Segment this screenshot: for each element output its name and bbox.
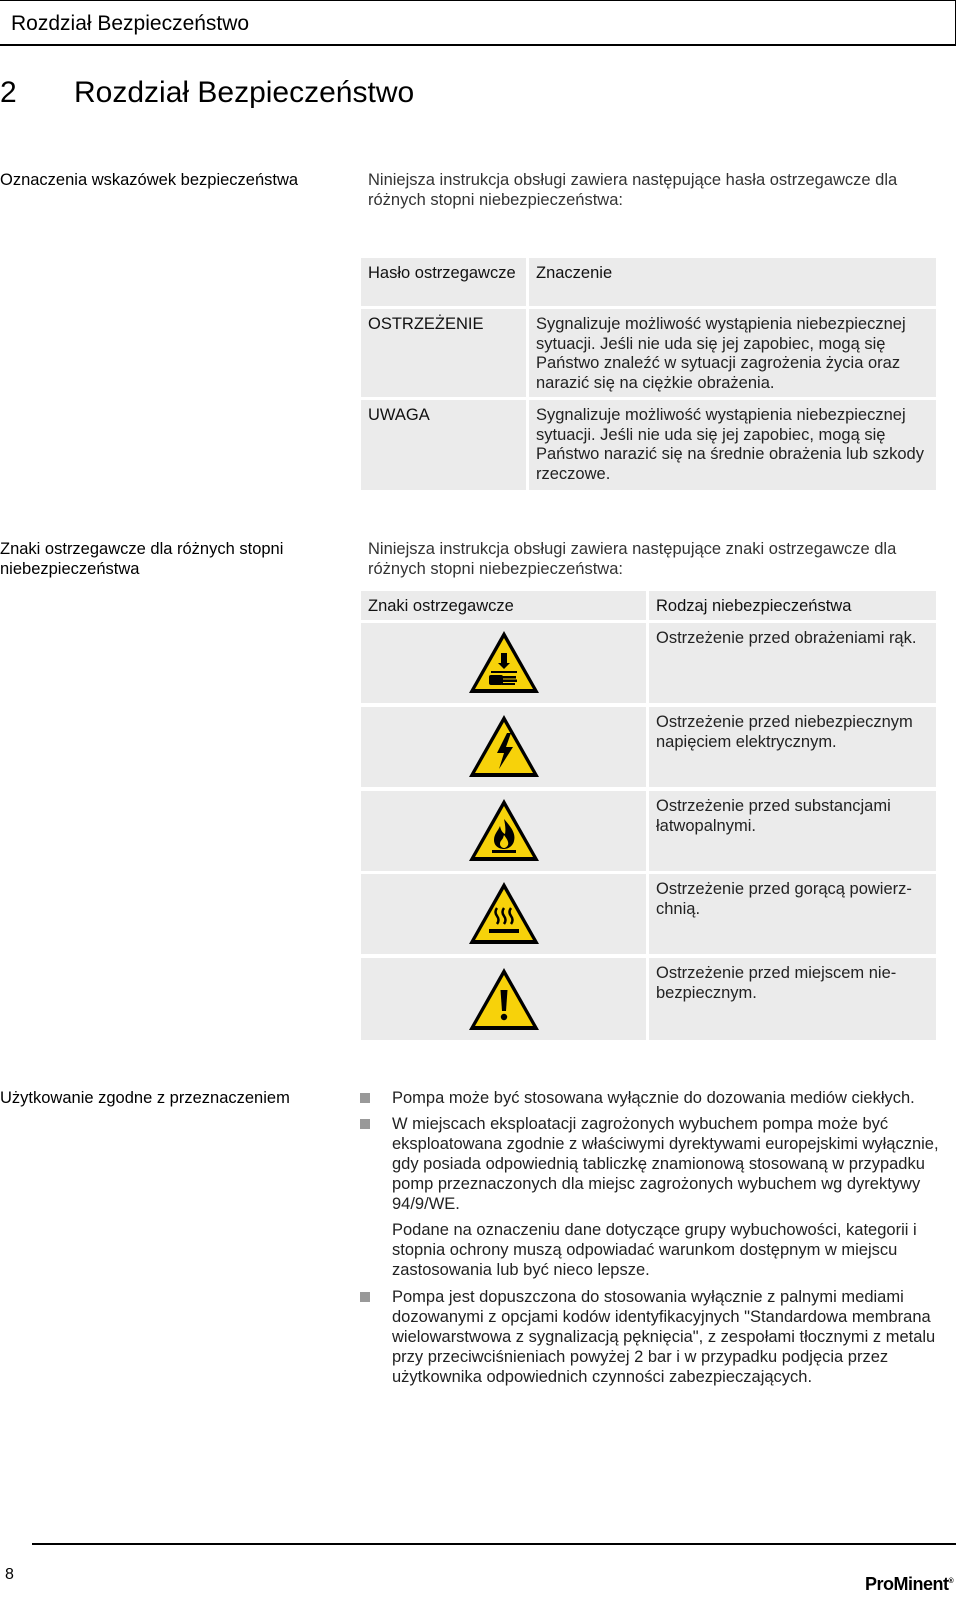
list-item <box>360 1114 950 1214</box>
general-danger-warning-icon <box>467 966 541 1032</box>
bullet-square-icon <box>360 1093 370 1103</box>
bullet-square-icon <box>360 1292 370 1302</box>
hand-crush-warning-icon <box>467 629 541 695</box>
section-title-intended-use: Użytkowanie zgodne z przeznaczeniem <box>0 1089 290 1107</box>
hot-surface-warning-icon <box>467 880 541 946</box>
registered-mark: ® <box>948 1578 954 1585</box>
sign-cell-hot-surface <box>361 874 646 954</box>
page-number: 8 <box>5 1566 14 1583</box>
running-header <box>0 0 956 46</box>
hazard-text-flammable: Ostrzeżenie przed substancjami łatwopalnymi. <box>649 791 936 871</box>
signal-meaning-caution: Sygnalizuje możliwość wystąpienia niebezpiecznej sytuacji. Jeśli nie uda się jej zapobiec, mogą się Państwo narazić się na średnie obrażenia lub szkody rzeczowe. <box>529 400 936 490</box>
table-header-signs: Znaki ostrzegawcze <box>361 591 646 620</box>
sign-cell-voltage <box>361 707 646 787</box>
table-header-hazard-type: Rodzaj niebezpieczeństwa <box>649 591 936 620</box>
signal-meaning-warning: Sygnalizuje możliwość wystąpienia niebezpiecznej sytuacji. Jeśli nie uda się jej zapobiec, mogą się Państwo znaleźć w sytuacji zagrożenia życia oraz narazić się na ciężkie obrażenia. <box>529 309 936 397</box>
hazard-text-general-danger: Ostrzeżenie przed miejscem niebezpiecznym. <box>649 958 936 1040</box>
hazard-text-voltage: Ostrzeżenie przed niebezpiecznym napięciem elektrycznym. <box>649 707 936 787</box>
list-item-text: Pompa jest dopuszczona do stosowania wyłącznie z palnymi mediami dozowanymi z opcjami kodów identyfikacyjnych "Standardowa membrana wielowarstwowa z sygnalizacją pęknięcia", z zespołami tłocznymi z metalu przy przeciwciśnieniach powyżej 2 bar i w przypadku podjęcia przez użytkownika odpowiednich czynności zabezpieczających. <box>392 1288 936 1386</box>
list-item-text: W miejscach eksploatacji zagrożonych wybuchem pompa może być eksploatowana zgodnie z właściwymi dyrektywami europejskimi wyłącznie, gdy posiada odpowiednią tabliczkę znamionową stosowaną w przypadku pomp przeznaczonych dla miejsc zagrożonych wybuchem wg dyrektywy 94/9/WE. <box>392 1115 939 1213</box>
list-item-text: Pompa może być stosowana wyłącznie do dozowania mediów ciekłych. <box>392 1089 915 1107</box>
sign-cell-hand <box>361 623 646 703</box>
high-voltage-warning-icon <box>467 713 541 779</box>
section-title-signal-words: Oznaczenia wskazówek bezpieczeństwa <box>0 171 299 189</box>
section-title-warning-signs: Znaki ostrzegawcze dla różnych stopni niebezpieczeństwa <box>0 540 284 578</box>
table-header-signal-word: Hasło ostrzegawcze <box>361 258 526 306</box>
hazard-text-hot-surface: Ostrzeżenie przed gorącą powierzchnią. <box>649 874 936 954</box>
sign-cell-general-danger <box>361 958 646 1040</box>
list-item-subparagraph: Podane na oznaczeniu dane dotyczące grupy wybuchowości, kategorii i stopnia ochrony muszą odpowiadać warunkom dostępnym w miejscu zastosowania lub być nieco lepsze. <box>392 1221 917 1279</box>
footer-rule <box>32 1543 956 1545</box>
section-intro-signal-words: Niniejsza instrukcja obsługi zawiera następujące hasła ostrzegawcze dla różnych stopni niebezpieczeństwa: <box>368 171 898 209</box>
section-intro-warning-signs: Niniejsza instrukcja obsługi zawiera następujące znaki ostrzegawcze dla różnych stopni niebezpieczeństwa: <box>368 540 897 578</box>
intended-use-list <box>360 1088 950 1393</box>
list-item <box>360 1287 950 1387</box>
signal-word-warning: OSTRZEŻENIE <box>361 309 526 397</box>
hazard-text-hand: Ostrzeżenie przed obrażeniami rąk. <box>649 623 936 703</box>
list-item <box>360 1088 950 1108</box>
signal-word-caution: UWAGA <box>361 400 526 490</box>
table-header-meaning: Znaczenie <box>529 258 936 306</box>
chapter-number: 2 <box>0 76 17 109</box>
logo-text: ProMinent <box>865 1574 949 1594</box>
bullet-square-icon <box>360 1119 370 1129</box>
running-header-title: Rozdział Bezpieczeństwo <box>11 12 250 35</box>
chapter-title: Rozdział Bezpieczeństwo <box>74 76 415 109</box>
prominent-logo <box>865 1574 953 1595</box>
sign-cell-flammable <box>361 791 646 871</box>
flammable-warning-icon <box>467 797 541 863</box>
